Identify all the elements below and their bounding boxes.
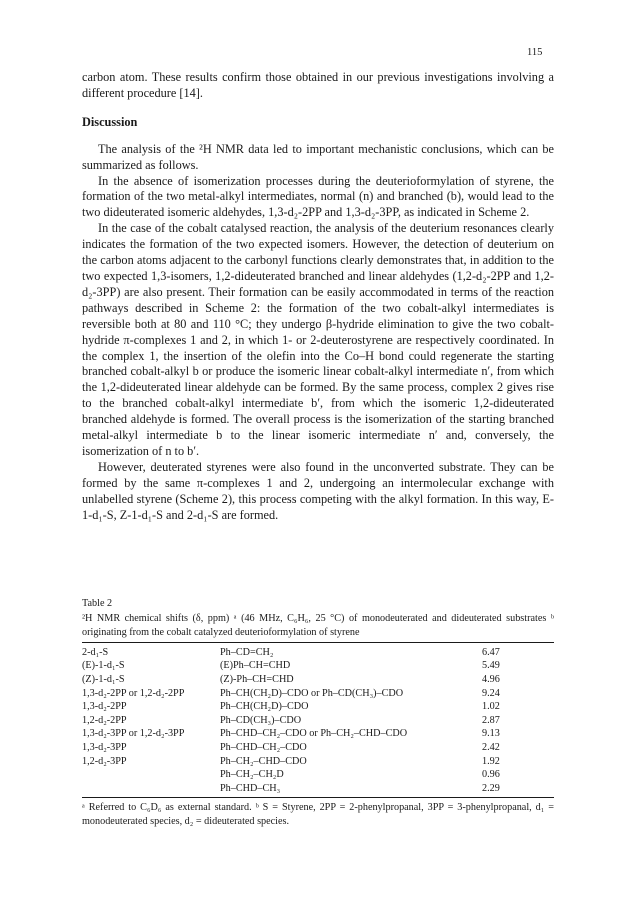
- structure-cell: Ph–CD=CH₂: [220, 646, 274, 658]
- table-row: [82, 755, 554, 769]
- species-cell: 1,3-d₂-2PP: [82, 701, 127, 713]
- table-row: [82, 659, 554, 673]
- shift-cell: 2.87: [482, 714, 500, 726]
- structure-cell: Ph–CH₂–CHD–CDO: [220, 755, 307, 767]
- structure-cell: Ph–CHD–CH₂–CDO: [220, 742, 307, 754]
- species-cell: 1,3-d₂-3PP: [82, 742, 127, 754]
- body-text: [82, 70, 554, 523]
- shift-cell: 6.47: [482, 646, 500, 658]
- table-row: [82, 714, 554, 728]
- structure-cell: Ph–CHD–CH₂–CDO or Ph–CH₂–CHD–CDO: [220, 728, 408, 740]
- paragraph: In the absence of isomerization processes during the deuterioformylation of styrene, the formation of the two metal-alkyl intermediates, normal (n) and branched (b), would lead to the two dideuterated isomeric aldehydes, 1,3-d₂-2PP and 1,3-d₂-3PP, as indicated in Scheme 2.: [82, 173, 554, 220]
- species-cell: [82, 768, 220, 782]
- page-number: 115: [527, 47, 543, 58]
- species-cell: 1,2-d₂-3PP: [82, 755, 127, 767]
- shift-cell: 4.96: [482, 674, 500, 686]
- species-cell: 1,3-d₂-2PP or 1,2-d₂-2PP: [82, 687, 185, 699]
- structure-cell: Ph–CH(CH₂D)–CDO or Ph–CD(CH₃)–CDO: [220, 687, 404, 699]
- structure-cell: Ph–CD(CH₃)–CDO: [220, 714, 302, 726]
- table-title: Table 2: [82, 598, 113, 609]
- structure-cell: Ph–CH₂–CH₂D: [220, 769, 284, 781]
- shift-cell: 9.24: [482, 687, 500, 699]
- shift-cell: 2.29: [482, 782, 500, 794]
- table-row: [82, 673, 554, 687]
- paragraph: In the case of the cobalt catalysed reaction, the analysis of the deuterium resonances clearly indicates the formation of the two expected isomers. However, the detection of deuterium on the carbon atoms adjacent to the carbonyl functions clearly demonstrates that, in addition to the two expected 1,3-isomers, 1,2-dideuterated branched and linear aldehydes (1,2-d₂-2PP and 1,2-d₂-3PP) are also present. Their formation can be easily accommodated in terms of the reaction pathways described in Scheme 2: the formation of the two cobalt-alkyl intermediates is reversible both at 80 and 110 °C; they undergo β-hydride elimination to give the two cobalt-hydride π-complexes 1 and 2, in which 1- or 2-deuterostyrene are respectively coordinated. In the complex 1, the insertion of the olefin into the Co–H bond could regenerate the starting branched cobalt-alkyl b or produce the isomeric linear cobalt-alkyl intermediate n′, from which the 1,2-dideuterated linear aldehyde can be formed. By the same process, complex 2 gives rise to the branched cobalt-alkyl intermediate b′, from which the isomeric 1,2-dideuterated branched aldehyde is formed. The overall process is the isomerization of the starting branched metal-alkyl intermediate b to the linear isomeric intermediate n′ and, conversely, the isomerization of n to b′.: [82, 221, 554, 458]
- shift-cell: 1.02: [482, 701, 500, 713]
- species-cell: [82, 782, 220, 798]
- section-heading: Discussion: [82, 114, 138, 129]
- table-caption: ²H NMR chemical shifts (δ, ppm) ᵃ (46 MHz, C₆H₆, 25 °C) of monodeuterated and dideuterated substrates ᵇ originating from the cobalt catalyzed deuterioformylation of styrene: [82, 613, 554, 638]
- species-cell: (Z)-1-d₁-S: [82, 674, 125, 686]
- table-section: [82, 597, 554, 828]
- table-row: [82, 642, 554, 659]
- shift-cell: 1.92: [482, 755, 500, 767]
- shift-cell: 0.96: [482, 769, 500, 781]
- shift-cell: 9.13: [482, 728, 500, 740]
- shift-cell: 2.42: [482, 742, 500, 754]
- paragraph: The analysis of the ²H NMR data led to important mechanistic conclusions, which can be summarized as follows.: [82, 141, 554, 172]
- species-cell: 1,2-d₂-2PP: [82, 714, 127, 726]
- table-row: [82, 741, 554, 755]
- species-cell: 1,3-d₂-3PP or 1,2-d₂-3PP: [82, 728, 185, 740]
- data-table: [82, 642, 554, 799]
- structure-cell: Ph–CHD–CH₃: [220, 782, 281, 794]
- table-footnote: ᵃ Referred to C₆D₆ as external standard. ᵇ S = Styrene, 2PP = 2-phenylpropanal, 3PP = 3-phenylpropanal, d₁ = monodeuterated species, d₂ = dideuterated species.: [82, 802, 554, 827]
- table-row: [82, 768, 554, 782]
- table-row: [82, 727, 554, 741]
- paragraph: carbon atom. These results confirm those obtained in our previous investigations involving a different procedure [14].: [82, 70, 554, 100]
- species-cell: (E)-1-d₁-S: [82, 660, 125, 672]
- species-cell: 2-d₁-S: [82, 646, 109, 658]
- structure-cell: Ph–CH(CH₂D)–CDO: [220, 701, 309, 713]
- table-row: [82, 700, 554, 714]
- structure-cell: (E)Ph–CH=CHD: [220, 660, 291, 672]
- table-row: [82, 687, 554, 701]
- shift-cell: 5.49: [482, 660, 500, 672]
- structure-cell: (Z)-Ph–CH=CHD: [220, 674, 294, 686]
- table-row: [82, 782, 554, 798]
- paragraph: However, deuterated styrenes were also found in the unconverted substrate. They can be formed by the same π-complexes 1 and 2, undergoing an intermolecular exchange with unlabelled styrene (Scheme 2), this process competing with the alkyl formation. In this way, E-1-d₁-S, Z-1-d₁-S and 2-d₁-S are formed.: [82, 459, 554, 522]
